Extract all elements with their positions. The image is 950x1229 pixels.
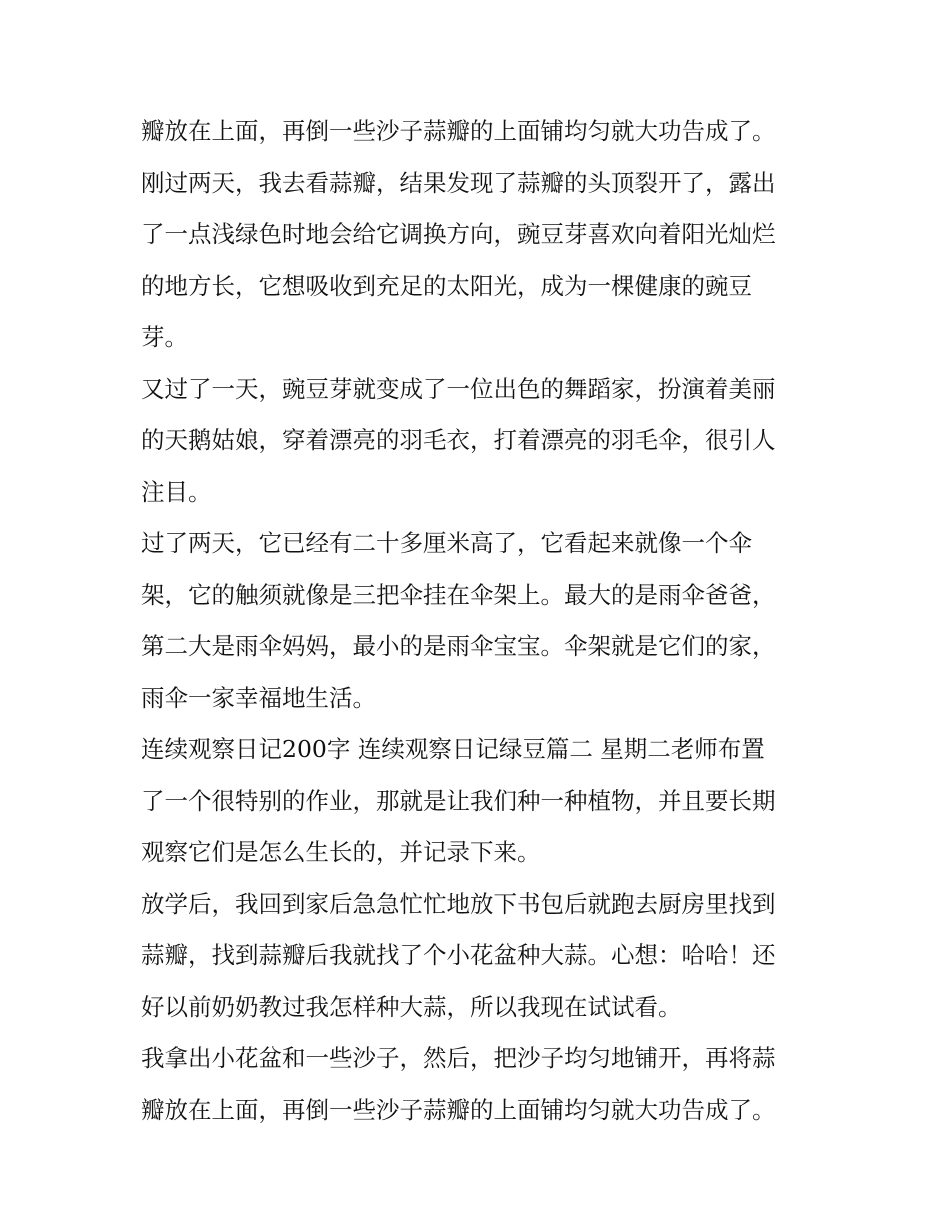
text-line: 蒜瓣，找到蒜瓣后我就找了个小花盆种大蒜。心想：哈哈！还 [141, 941, 776, 969]
text-line: 雨伞一家幸福地生活。 [141, 683, 376, 712]
text-line: 芽。 [141, 323, 188, 351]
text-line: 的地方长，它想吸收到充足的太阳光，成为一棵健康的豌豆 [141, 271, 752, 300]
text-line: 架，它的触须就像是三把伞挂在伞架上。最大的是雨伞爸爸， [141, 580, 776, 609]
text-line: 第二大是雨伞妈妈，最小的是雨伞宝宝。伞架就是它们的家， [141, 632, 776, 660]
text-line: 瓣放在上面，再倒一些沙子蒜瓣的上面铺均匀就大功告成了。 [141, 117, 776, 145]
text-line: 的天鹅姑娘，穿着漂亮的羽毛衣，打着漂亮的羽毛伞，很引人 [141, 426, 776, 454]
text-line: 放学后，我回到家后急急忙忙地放下书包后就跑去厨房里找到 [141, 889, 776, 918]
text-line: 注目。 [141, 477, 212, 506]
text-line: 我拿出小花盆和一些沙子，然后，把沙子均匀地铺开，再将蒜 [141, 1044, 776, 1072]
text-line: 又过了一天，豌豆芽就变成了一位出色的舞蹈家，扮演着美丽 [141, 374, 776, 403]
text-line: 了一个很特别的作业，那就是让我们种一种植物，并且要长期 [141, 786, 776, 815]
text-line: 连续观察日记200字 连续观察日记绿豆篇二 星期二老师布置 [141, 735, 765, 763]
text-line: 了一点浅绿色时地会给它调换方向，豌豆芽喜欢向着阳光灿烂 [141, 220, 776, 248]
body-text [141, 106, 813, 1136]
text-line: 好以前奶奶教过我怎样种大蒜，所以我现在试试看。 [141, 992, 682, 1021]
text-line: 观察它们是怎么生长的，并记录下来。 [141, 838, 541, 866]
text-line: 瓣放在上面，再倒一些沙子蒜瓣的上面铺均匀就大功告成了。 [141, 1095, 776, 1124]
text-line: 刚过两天，我去看蒜瓣，结果发现了蒜瓣的头顶裂开了，露出 [141, 168, 776, 197]
text-line: 过了两天，它已经有二十多厘米高了，它看起来就像一个伞 [141, 529, 752, 557]
